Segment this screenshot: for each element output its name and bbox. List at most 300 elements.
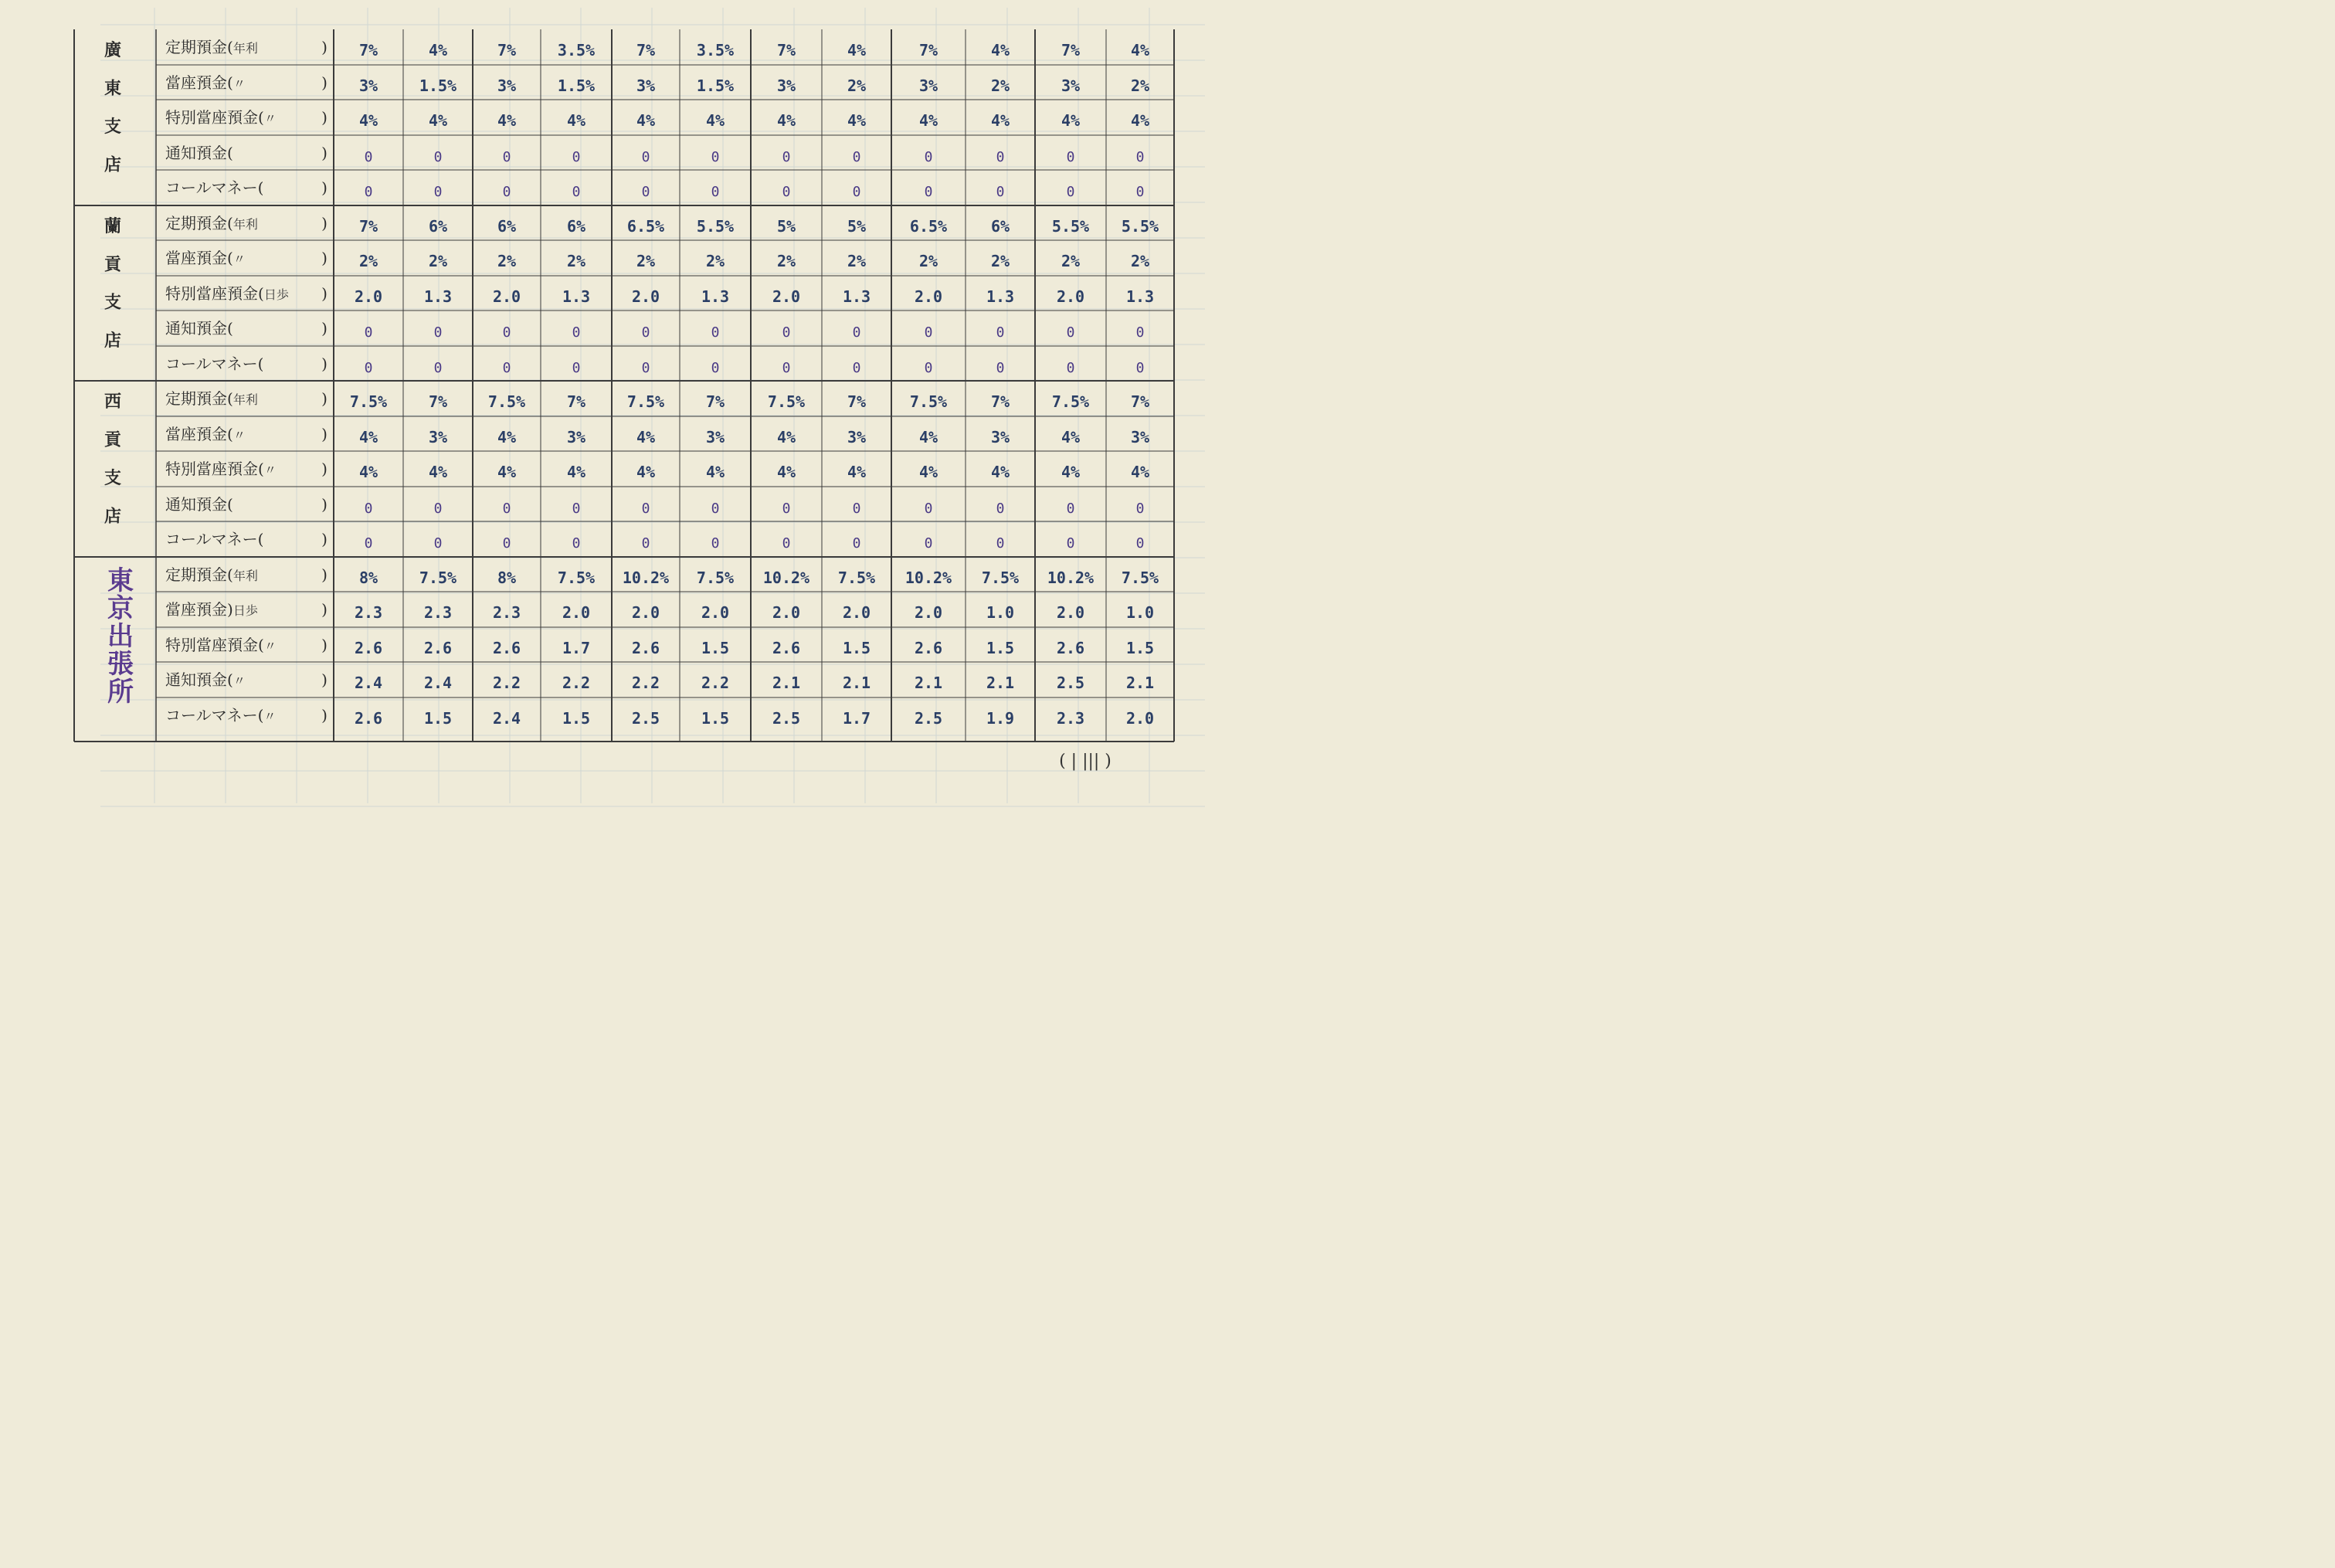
row-label-note: 〃 bbox=[232, 673, 246, 688]
rate-cell: 0 bbox=[502, 535, 511, 552]
rate-cell: 0 bbox=[852, 183, 861, 200]
rate-cell: 0 bbox=[572, 535, 581, 552]
rate-cell: 0 bbox=[1135, 500, 1145, 517]
branch-name-char: 店 bbox=[104, 330, 122, 351]
rate-cell: 4% bbox=[636, 427, 656, 446]
rate-cell: 0 bbox=[502, 324, 511, 341]
rate-cell: 0 bbox=[996, 324, 1005, 341]
rate-cell: 3% bbox=[566, 427, 586, 446]
rate-cell: 0 bbox=[572, 359, 581, 376]
branch-name-char: 貢 bbox=[104, 254, 122, 275]
rate-cell: 0 bbox=[502, 359, 511, 376]
row-label bbox=[165, 249, 246, 267]
rate-cell: 2.6 bbox=[914, 638, 943, 657]
rate-cell: 5.5% bbox=[696, 216, 735, 236]
rate-cell: 2.0 bbox=[492, 287, 521, 306]
row-label-text: 通知預金( bbox=[165, 143, 233, 162]
rate-cell: 2.1 bbox=[1125, 673, 1155, 692]
rate-cell: 1.5% bbox=[419, 76, 457, 95]
rate-cell: 4% bbox=[776, 462, 796, 481]
rate-cell: 2.2 bbox=[631, 673, 660, 692]
row-label-text: 通知預金( bbox=[165, 318, 233, 338]
row-label-close: ) bbox=[321, 37, 328, 56]
row-label bbox=[165, 600, 258, 619]
rate-cell: 4% bbox=[847, 40, 867, 59]
row-label-note: 日歩 bbox=[263, 287, 289, 302]
branch-name-char: 張 bbox=[107, 649, 134, 680]
rate-cell: 10.2% bbox=[622, 568, 670, 587]
rate-cell: 0 bbox=[641, 183, 650, 200]
rate-cell: 2.0 bbox=[914, 287, 943, 306]
row-label-note: 〃 bbox=[232, 76, 246, 91]
rate-cell: 0 bbox=[641, 535, 650, 552]
row-label-close: ) bbox=[321, 283, 328, 303]
rate-cell: 1.5% bbox=[696, 76, 735, 95]
rate-cell: 3% bbox=[705, 427, 725, 446]
rate-cell: 2.0 bbox=[562, 602, 591, 622]
rate-cell: 3.5% bbox=[696, 40, 735, 59]
rate-cell: 10.2% bbox=[762, 568, 810, 587]
rate-cell: 0 bbox=[852, 324, 861, 341]
row-label bbox=[165, 495, 233, 514]
rate-cell: 8% bbox=[358, 568, 378, 587]
rate-cell: 7% bbox=[847, 392, 867, 411]
rate-cell: 0 bbox=[433, 500, 443, 517]
row-label-note: 日歩 bbox=[232, 602, 258, 618]
rate-cell: 7% bbox=[1061, 40, 1081, 59]
row-label-close: ) bbox=[321, 178, 328, 197]
branch-name-char: 東 bbox=[104, 78, 122, 99]
row-label-text: 定期預金( bbox=[165, 565, 233, 584]
rate-cell: 0 bbox=[852, 148, 861, 165]
row-label-text: コールマネー( bbox=[165, 354, 264, 373]
rate-cell: 4% bbox=[358, 462, 378, 481]
rate-cell: 7.5% bbox=[909, 392, 948, 411]
rate-cell: 2.6 bbox=[354, 638, 383, 657]
rate-cell: 1.3 bbox=[423, 287, 453, 306]
rate-cell: 7.5% bbox=[696, 568, 735, 587]
branch-name-char: 貢 bbox=[104, 429, 122, 450]
row-label-text: 特別當座預金( bbox=[165, 459, 264, 478]
rate-cell: 0 bbox=[502, 183, 511, 200]
rate-cell: 2.0 bbox=[631, 602, 660, 622]
rate-cell: 2% bbox=[847, 251, 867, 270]
ledger-page bbox=[0, 0, 1211, 813]
rate-cell: 2.0 bbox=[701, 602, 730, 622]
rate-cell: 4% bbox=[990, 40, 1010, 59]
rate-cell: 1.5 bbox=[986, 638, 1015, 657]
rate-cell: 8% bbox=[497, 568, 517, 587]
rate-cell: 2.6 bbox=[423, 638, 453, 657]
rate-cell: 3% bbox=[1130, 427, 1150, 446]
row-label-close: ) bbox=[321, 565, 328, 584]
rate-cell: 0 bbox=[1135, 535, 1145, 552]
rate-cell: 0 bbox=[782, 183, 791, 200]
rate-cell: 0 bbox=[852, 359, 861, 376]
rate-cell: 0 bbox=[711, 359, 720, 376]
branch-name-char: 店 bbox=[104, 506, 122, 527]
row-label-close: ) bbox=[321, 107, 328, 127]
rate-cell: 4% bbox=[990, 462, 1010, 481]
rate-cell: 4% bbox=[918, 427, 938, 446]
rate-cell: 4% bbox=[636, 110, 656, 130]
rate-cell: 2.0 bbox=[354, 287, 383, 306]
rate-cell: 0 bbox=[1066, 183, 1075, 200]
rate-cell: 1.0 bbox=[986, 602, 1015, 622]
rate-cell: 2.2 bbox=[562, 673, 591, 692]
row-label bbox=[165, 38, 258, 56]
rate-cell: 4% bbox=[918, 462, 938, 481]
rate-cell: 4% bbox=[847, 462, 867, 481]
row-label-text: 當座預金( bbox=[165, 424, 233, 443]
rate-cell: 0 bbox=[996, 359, 1005, 376]
rate-cell: 0 bbox=[852, 500, 861, 517]
rate-cell: 2.3 bbox=[423, 602, 453, 622]
row-label-close: ) bbox=[321, 599, 328, 619]
rate-cell: 0 bbox=[924, 183, 933, 200]
rate-cell: 0 bbox=[572, 148, 581, 165]
rate-cell: 3% bbox=[776, 76, 796, 95]
rate-cell: 0 bbox=[782, 500, 791, 517]
rate-cell: 0 bbox=[1135, 359, 1145, 376]
rate-cell: 2.4 bbox=[492, 708, 521, 728]
rate-cell: 6.5% bbox=[909, 216, 948, 236]
rate-cell: 3% bbox=[497, 76, 517, 95]
rate-cell: 3% bbox=[358, 76, 378, 95]
row-label-text: コールマネー( bbox=[165, 705, 264, 725]
rate-cell: 3% bbox=[990, 427, 1010, 446]
row-label-note: 〃 bbox=[232, 427, 246, 443]
rate-cell: 2% bbox=[847, 76, 867, 95]
branch-name-char: 所 bbox=[107, 677, 134, 708]
rate-cell: 1.3 bbox=[562, 287, 591, 306]
row-label bbox=[165, 108, 277, 127]
rate-cell: 2.3 bbox=[492, 602, 521, 622]
rate-cell: 4% bbox=[705, 462, 725, 481]
rate-cell: 7% bbox=[705, 392, 725, 411]
row-label-text: コールマネー( bbox=[165, 178, 264, 197]
rate-cell: 2% bbox=[428, 251, 448, 270]
rate-cell: 0 bbox=[924, 148, 933, 165]
rate-cell: 7.5% bbox=[767, 392, 806, 411]
rate-cell: 0 bbox=[996, 183, 1005, 200]
row-label-text: 特別當座預金( bbox=[165, 283, 264, 303]
rate-cell: 6% bbox=[566, 216, 586, 236]
rate-cell: 0 bbox=[782, 324, 791, 341]
row-label-note: 年利 bbox=[232, 216, 258, 232]
rate-cell: 2% bbox=[1130, 251, 1150, 270]
rate-cell: 2.0 bbox=[914, 602, 943, 622]
rate-cell: 2.1 bbox=[772, 673, 801, 692]
rate-cell: 0 bbox=[1066, 535, 1075, 552]
row-label-close: ) bbox=[321, 318, 328, 338]
rate-cell: 4% bbox=[428, 110, 448, 130]
rate-cell: 7% bbox=[776, 40, 796, 59]
row-label bbox=[165, 530, 263, 548]
rate-cell: 4% bbox=[497, 110, 517, 130]
rate-cell: 7.5% bbox=[626, 392, 665, 411]
rate-cell: 2.3 bbox=[354, 602, 383, 622]
rate-cell: 3% bbox=[1061, 76, 1081, 95]
rate-cell: 0 bbox=[924, 359, 933, 376]
row-label-close: ) bbox=[321, 635, 328, 654]
row-label-close: ) bbox=[321, 73, 328, 92]
rate-cell: 2.6 bbox=[492, 638, 521, 657]
branch-name-char: 東 bbox=[107, 565, 134, 596]
rate-cell: 2.0 bbox=[772, 602, 801, 622]
rate-cell: 7% bbox=[990, 392, 1010, 411]
rate-cell: 0 bbox=[1066, 500, 1075, 517]
rate-cell: 4% bbox=[428, 462, 448, 481]
rate-cell: 0 bbox=[924, 500, 933, 517]
row-label bbox=[165, 319, 233, 338]
rate-cell: 0 bbox=[711, 324, 720, 341]
rate-cell: 4% bbox=[1130, 40, 1150, 59]
rate-cell: 0 bbox=[782, 535, 791, 552]
rate-cell: 0 bbox=[711, 183, 720, 200]
rate-cell: 4% bbox=[776, 427, 796, 446]
rate-cell: 6% bbox=[990, 216, 1010, 236]
rate-cell: 4% bbox=[776, 110, 796, 130]
rate-cell: 6.5% bbox=[626, 216, 665, 236]
row-label-text: 定期預金( bbox=[165, 37, 233, 56]
branch-name-char: 京 bbox=[107, 593, 134, 624]
rate-cell: 2.2 bbox=[701, 673, 730, 692]
rate-cell: 0 bbox=[924, 535, 933, 552]
row-label bbox=[165, 284, 289, 303]
rate-cell: 3% bbox=[428, 427, 448, 446]
rate-cell: 4% bbox=[705, 110, 725, 130]
row-label-text: 定期預金( bbox=[165, 213, 233, 232]
rate-cell: 7% bbox=[428, 392, 448, 411]
rate-cell: 7% bbox=[566, 392, 586, 411]
rate-cell: 4% bbox=[358, 427, 378, 446]
rate-cell: 0 bbox=[572, 500, 581, 517]
row-label-close: ) bbox=[321, 494, 328, 514]
row-label-close: ) bbox=[321, 670, 328, 689]
branch-name-char: 店 bbox=[104, 154, 122, 175]
rate-cell: 4% bbox=[636, 462, 656, 481]
rate-cell: 1.0 bbox=[1125, 602, 1155, 622]
rate-cell: 0 bbox=[1066, 359, 1075, 376]
rate-cell: 2% bbox=[358, 251, 378, 270]
rate-cell: 2% bbox=[990, 251, 1010, 270]
rate-cell: 2.5 bbox=[772, 708, 801, 728]
rate-cell: 0 bbox=[1066, 148, 1075, 165]
rate-cell: 0 bbox=[1066, 324, 1075, 341]
rate-cell: 0 bbox=[782, 148, 791, 165]
rate-cell: 0 bbox=[1135, 324, 1145, 341]
rate-cell: 2.6 bbox=[1056, 638, 1085, 657]
row-label bbox=[165, 425, 246, 443]
branch-name-char: 支 bbox=[104, 117, 122, 137]
row-label bbox=[165, 214, 258, 232]
rate-cell: 1.9 bbox=[986, 708, 1015, 728]
rate-cell: 2.3 bbox=[1056, 708, 1085, 728]
rate-cell: 1.5 bbox=[842, 638, 871, 657]
row-label-close: ) bbox=[321, 248, 328, 267]
rate-cell: 0 bbox=[433, 535, 443, 552]
row-label-close: ) bbox=[321, 459, 328, 478]
row-label-text: 特別當座預金( bbox=[165, 107, 264, 127]
row-label bbox=[165, 144, 233, 162]
rate-cell: 4% bbox=[1130, 462, 1150, 481]
rate-cell: 6% bbox=[497, 216, 517, 236]
rate-cell: 0 bbox=[364, 535, 373, 552]
row-label-note: 〃 bbox=[263, 462, 277, 477]
rate-cell: 2% bbox=[636, 251, 656, 270]
rate-cell: 5.5% bbox=[1121, 216, 1159, 236]
rate-cell: 0 bbox=[924, 324, 933, 341]
rate-cell: 4% bbox=[497, 462, 517, 481]
rate-cell: 7% bbox=[1130, 392, 1150, 411]
row-label-note: 〃 bbox=[263, 708, 277, 724]
rate-cell: 1.5 bbox=[1125, 638, 1155, 657]
rate-cell: 7.5% bbox=[837, 568, 876, 587]
rate-cell: 7% bbox=[358, 40, 378, 59]
rate-cell: 4% bbox=[918, 110, 938, 130]
rate-cell: 0 bbox=[996, 535, 1005, 552]
rate-cell: 3% bbox=[636, 76, 656, 95]
rate-cell: 7.5% bbox=[487, 392, 526, 411]
rate-cell: 0 bbox=[364, 324, 373, 341]
rate-cell: 7% bbox=[358, 216, 378, 236]
row-label-close: ) bbox=[321, 389, 328, 408]
rate-cell: 0 bbox=[711, 500, 720, 517]
rate-cell: 1.5 bbox=[701, 638, 730, 657]
rate-cell: 2.0 bbox=[772, 287, 801, 306]
rate-cell: 0 bbox=[641, 359, 650, 376]
rate-cell: 2.6 bbox=[631, 638, 660, 657]
rate-cell: 4% bbox=[990, 110, 1010, 130]
row-label bbox=[165, 460, 277, 478]
rate-cell: 0 bbox=[641, 148, 650, 165]
rate-cell: 5.5% bbox=[1051, 216, 1090, 236]
row-label bbox=[165, 636, 277, 654]
rate-cell: 3% bbox=[918, 76, 938, 95]
row-label-close: ) bbox=[321, 705, 328, 725]
rate-cell: 2% bbox=[990, 76, 1010, 95]
rate-cell: 2.1 bbox=[842, 673, 871, 692]
rate-cell: 10.2% bbox=[904, 568, 952, 587]
rate-cell: 2% bbox=[705, 251, 725, 270]
rate-cell: 2.0 bbox=[1056, 602, 1085, 622]
branch-name-char: 廣 bbox=[104, 40, 122, 60]
rate-cell: 2% bbox=[1061, 251, 1081, 270]
rate-cell: 0 bbox=[711, 535, 720, 552]
row-label-note: 年利 bbox=[232, 568, 258, 583]
row-label-text: 當座預金( bbox=[165, 73, 233, 92]
rate-cell: 4% bbox=[1130, 110, 1150, 130]
rate-cell: 7.5% bbox=[419, 568, 457, 587]
rate-cell: 1.3 bbox=[986, 287, 1015, 306]
rate-cell: 0 bbox=[502, 148, 511, 165]
rate-cell: 0 bbox=[1135, 148, 1145, 165]
rate-cell: 4% bbox=[1061, 462, 1081, 481]
row-label-close: ) bbox=[321, 213, 328, 232]
rate-cell: 3.5% bbox=[557, 40, 596, 59]
row-label-note: 年利 bbox=[232, 392, 258, 407]
rate-cell: 1.3 bbox=[842, 287, 871, 306]
rate-cell: 4% bbox=[847, 110, 867, 130]
rate-cell: 1.5 bbox=[562, 708, 591, 728]
rate-cell: 0 bbox=[364, 500, 373, 517]
row-label-close: ) bbox=[321, 354, 328, 373]
row-label-text: 特別當座預金( bbox=[165, 635, 264, 654]
rate-cell: 0 bbox=[641, 324, 650, 341]
rate-cell: 10.2% bbox=[1047, 568, 1095, 587]
rate-cell: 2% bbox=[497, 251, 517, 270]
row-label-close: ) bbox=[321, 143, 328, 162]
rate-cell: 2% bbox=[918, 251, 938, 270]
rate-cell: 1.5% bbox=[557, 76, 596, 95]
rate-cell: 2.1 bbox=[986, 673, 1015, 692]
row-label bbox=[165, 355, 263, 373]
row-label-text: 當座預金) bbox=[165, 599, 233, 619]
branch-name-char: 蘭 bbox=[104, 216, 122, 236]
rate-cell: 1.3 bbox=[701, 287, 730, 306]
rate-cell: 0 bbox=[852, 535, 861, 552]
branch-name-char: 支 bbox=[104, 468, 122, 488]
rate-cell: 7% bbox=[497, 40, 517, 59]
row-label-text: コールマネー( bbox=[165, 529, 264, 548]
rate-cell: 5% bbox=[847, 216, 867, 236]
rate-cell: 0 bbox=[433, 359, 443, 376]
rate-cell: 6% bbox=[428, 216, 448, 236]
row-label bbox=[165, 73, 246, 92]
row-label bbox=[165, 389, 258, 408]
rate-cell: 7% bbox=[918, 40, 938, 59]
rate-cell: 1.7 bbox=[842, 708, 871, 728]
rate-cell: 4% bbox=[566, 462, 586, 481]
branch-name-char: 西 bbox=[104, 392, 122, 412]
rate-cell: 4% bbox=[566, 110, 586, 130]
rate-cell: 4% bbox=[428, 40, 448, 59]
branch-name-char: 支 bbox=[104, 292, 122, 313]
rate-cell: 1.7 bbox=[562, 638, 591, 657]
rate-cell: 2.5 bbox=[631, 708, 660, 728]
row-label bbox=[165, 565, 258, 584]
branch-name-char: 出 bbox=[107, 621, 134, 652]
rate-cell: 4% bbox=[497, 427, 517, 446]
row-label-text: 通知預金( bbox=[165, 670, 233, 689]
page-number: ( | ||| ) bbox=[1059, 752, 1112, 771]
rate-cell: 0 bbox=[1135, 183, 1145, 200]
rate-cell: 7.5% bbox=[557, 568, 596, 587]
rate-cell: 2.4 bbox=[423, 673, 453, 692]
row-label-note: 〃 bbox=[263, 638, 277, 653]
rate-cell: 1.5 bbox=[701, 708, 730, 728]
row-label-close: ) bbox=[321, 424, 328, 443]
row-label bbox=[165, 178, 263, 197]
rate-cell: 7.5% bbox=[1121, 568, 1159, 587]
rate-cell: 0 bbox=[572, 324, 581, 341]
rate-cell: 4% bbox=[1061, 427, 1081, 446]
rate-cell: 3% bbox=[847, 427, 867, 446]
rate-cell: 2% bbox=[776, 251, 796, 270]
rate-cell: 2.6 bbox=[772, 638, 801, 657]
rate-cell: 2.4 bbox=[354, 673, 383, 692]
rate-cell: 0 bbox=[364, 183, 373, 200]
rate-cell: 0 bbox=[572, 183, 581, 200]
row-label-close: ) bbox=[321, 529, 328, 548]
rate-cell: 0 bbox=[711, 148, 720, 165]
rate-cell: 0 bbox=[364, 148, 373, 165]
rate-cell: 2.0 bbox=[631, 287, 660, 306]
rate-cell: 2% bbox=[566, 251, 586, 270]
rate-cell: 0 bbox=[502, 500, 511, 517]
rate-cell: 2.0 bbox=[842, 602, 871, 622]
